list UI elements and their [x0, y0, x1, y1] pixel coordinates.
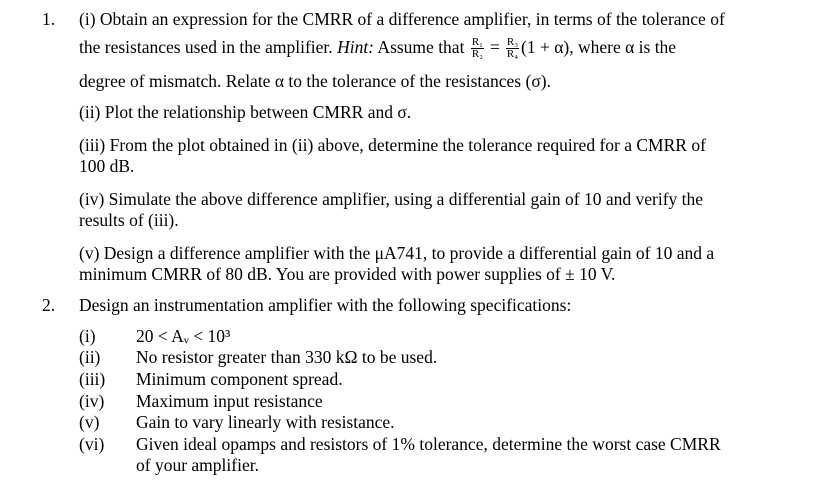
spec-label: (iv) — [79, 391, 105, 411]
spec-label: (i) — [79, 326, 96, 346]
q2-intro: Design an instrumentation amplifier with the following specifications: — [79, 295, 572, 315]
q1-part-i-text-2: Assume that — [374, 37, 469, 57]
spec-text-input-resistance: Maximum input resistance — [136, 391, 323, 411]
equals-sign: = — [489, 37, 500, 57]
formula-tail: (1 + α), where α is the — [521, 37, 677, 57]
q1-part-ii: (ii) Plot the relationship between CMRR and σ. — [79, 102, 412, 122]
q1-part-i-line1: (i) Obtain an expression for the CMRR of a difference amplifier, in terms of the tolerance of — [79, 9, 725, 29]
fraction-denominator: R₄ — [506, 48, 519, 61]
spec-text-max-resistor: No resistor greater than 330 kΩ to be used. — [136, 347, 438, 367]
spec-label: (v) — [79, 412, 100, 432]
q1-part-iii-line1: (iii) From the plot obtained in (ii) above, determine the tolerance required for a CMRR of — [79, 135, 706, 155]
spec-text-gain-range: 20 < Aᵥ < 10³ — [136, 326, 231, 346]
q1-part-i-text: the resistances used in the amplifier. — [79, 37, 338, 57]
q1-part-v-line2: minimum CMRR of 80 dB. You are provided with power supplies of ± 10 V. — [79, 264, 616, 284]
fraction-numerator: R₃ — [506, 36, 519, 49]
spec-text-cmrr-line2: of your amplifier. — [136, 455, 259, 475]
spec-text-linear-gain: Gain to vary linearly with resistance. — [136, 412, 395, 432]
q1-part-v-line1: (v) Design a difference amplifier with the μA741, to provide a differential gain of 10 and a — [79, 243, 715, 263]
q1-part-i-line3: degree of mismatch. Relate α to the tolerance of the resistances (σ). — [79, 71, 551, 91]
q1-part-iv-line2: results of (iii). — [79, 210, 179, 230]
question-number-2: 2. — [42, 295, 56, 315]
fraction-r3-r4 — [506, 37, 519, 60]
q1-part-i-line2 — [79, 36, 676, 60]
fraction-r1-r2 — [471, 37, 484, 60]
spec-text-cmrr: Given ideal opamps and resistors of 1% tolerance, determine the worst case CMRR — [136, 434, 721, 454]
question-number-1: 1. — [42, 9, 56, 29]
q1-part-iii-line2: 100 dB. — [79, 156, 135, 176]
fraction-denominator: R₂ — [471, 48, 483, 61]
spec-label: (ii) — [79, 347, 101, 367]
spec-text-component-spread: Minimum component spread. — [136, 369, 343, 389]
q1-part-iv-line1: (iv) Simulate the above difference amplifier, using a differential gain of 10 and verify the — [79, 189, 704, 209]
spec-label: (iii) — [79, 369, 106, 389]
hint-label: Hint: — [337, 37, 375, 57]
spec-label: (vi) — [79, 434, 105, 454]
fraction-numerator: R₁ — [471, 36, 483, 49]
